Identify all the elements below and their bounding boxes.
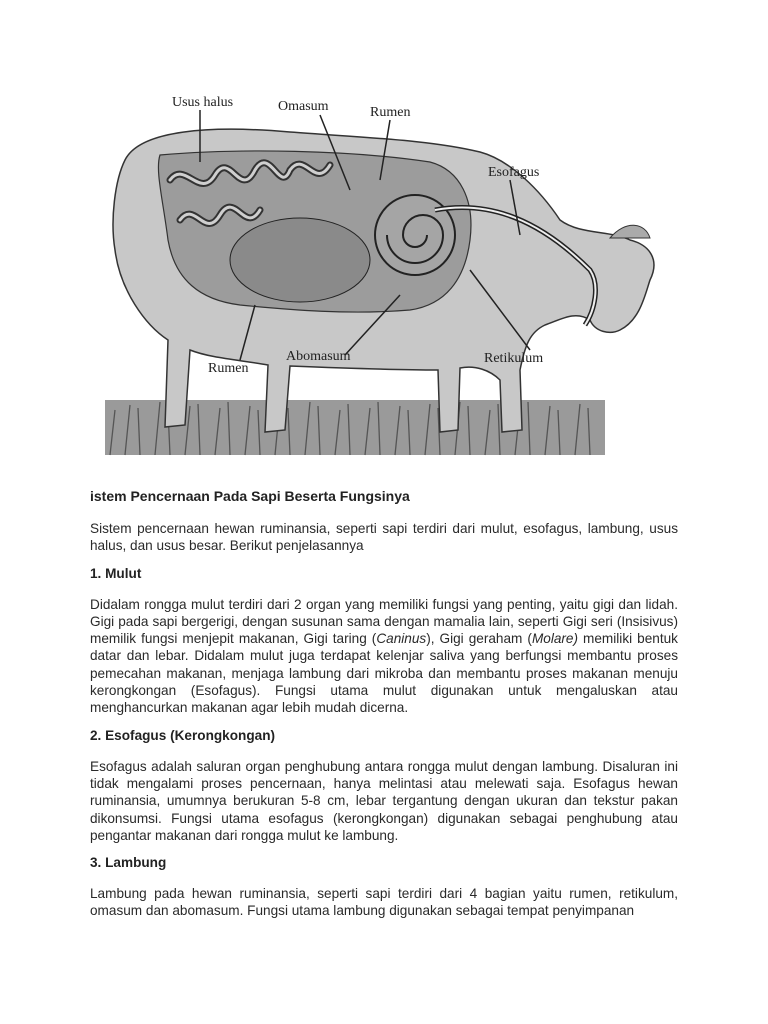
label-esofagus: Esofagus — [488, 165, 540, 180]
label-usus-halus: Usus halus — [172, 95, 234, 110]
intro-paragraph: Sistem pencernaan hewan ruminansia, seperti sapi terdiri dari mulut, esofagus, lambung, usus halus, dan usus besar. Berikut penjelasannya — [90, 521, 678, 554]
heading-esofagus: 2. Esofagus (Kerongkongan) — [90, 727, 276, 743]
label-omasum: Omasum — [278, 99, 329, 114]
cow-digestive-diagram — [90, 70, 690, 470]
label-rumen-bottom: Rumen — [208, 361, 249, 376]
label-abomasum: Abomasum — [286, 349, 351, 364]
paragraph-esofagus: Esofagus adalah saluran organ penghubung antara rongga mulut dengan lambung. Disaluran ini tidak mengalami proses pencernaan, hanya melintasi atau melewati saja. Esofagus hewan ruminansia, umumnya berukuran 5-8 cm, lebar tergantung dengan ukuran dan tekstur pakan dikonsumsi. Fungsi utama esofagus (kerongkongan) digunakan sebagai penghubung atau pengantar makanan dari rongga mulut ke lambung. — [90, 758, 678, 843]
cow-illustration — [90, 70, 690, 470]
article — [90, 488, 678, 920]
paragraph-lambung: Lambung pada hewan ruminansia, seperti sapi terdiri dari 4 bagian yaitu rumen, retikulum, omasum dan abomasum. Fungsi utama lambung digunakan sebagai tempat penyimpanan — [90, 886, 678, 919]
rumen-organ — [230, 218, 370, 302]
heading-lambung: 3. Lambung — [90, 855, 167, 871]
article-title: istem Pencernaan Pada Sapi Beserta Fungsinya — [90, 488, 410, 504]
cow-ear — [610, 225, 650, 238]
label-retikulum: Retikulum — [484, 351, 544, 366]
label-rumen-top: Rumen — [370, 105, 411, 120]
heading-mulut: 1. Mulut — [90, 565, 142, 581]
paragraph-mulut: Didalam rongga mulut terdiri dari 2 organ yang memiliki fungsi yang penting, yaitu gigi dan lidah. Gigi pada sapi bergerigi, dengan susunan sama dengan mamalia lain, seperti Gigi seri (Insisivus) memilik fungsi menjepit makanan, Gigi taring (Caninus), Gigi geraham (Molare) memiliki bentuk datar dan lebar. Didalam mulut juga terdapat kelenjar saliva yang berfungsi membantu proses pemecahan makanan, menjaga lambung dari mikroba dan membantu proses makanan menuju kerongkongan (Esofagus). Fungsi utama mulut digunakan untuk mengaluskan atau menghancurkan makanan agar lebih mudah dicerna. — [90, 596, 678, 716]
